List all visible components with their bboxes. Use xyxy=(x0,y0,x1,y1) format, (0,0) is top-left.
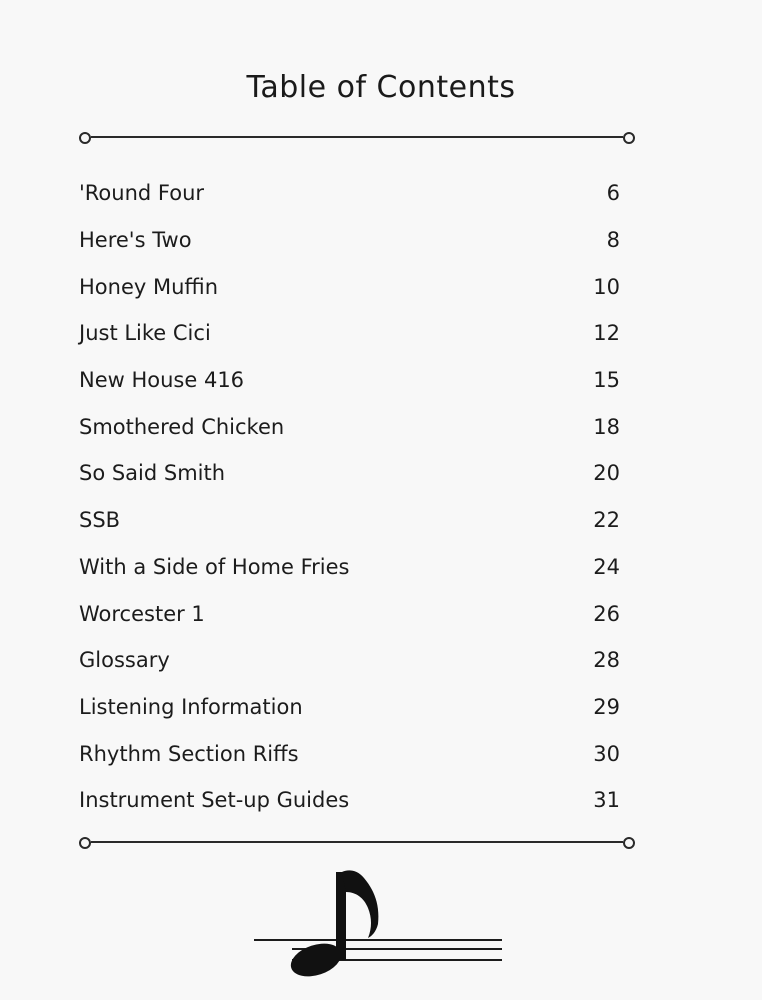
toc-entry-title: With a Side of Home Fries xyxy=(79,554,350,579)
toc-entry-page: 30 xyxy=(593,741,620,766)
toc-entry-page: 31 xyxy=(593,788,620,813)
toc-list xyxy=(79,170,624,824)
toc-entry-title: 'Round Four xyxy=(79,181,205,206)
top-divider xyxy=(91,136,623,138)
toc-entry xyxy=(79,544,624,591)
toc-entry-title: Smothered Chicken xyxy=(79,414,285,439)
toc-entry-page: 29 xyxy=(593,694,620,719)
toc-entry xyxy=(79,730,624,777)
page-title: Table of Contents xyxy=(246,70,516,105)
toc-entry xyxy=(79,263,624,310)
toc-entry xyxy=(79,684,624,731)
toc-entry xyxy=(79,357,624,404)
toc-entry-title: Honey Muffin xyxy=(79,274,219,299)
bottom-divider xyxy=(91,841,623,843)
toc-entry-title: Listening Information xyxy=(79,694,303,719)
toc-entry-title: So Said Smith xyxy=(79,461,226,486)
eighth-note-icon xyxy=(250,862,510,982)
toc-entry xyxy=(79,450,624,497)
toc-entry-title: Just Like Cici xyxy=(79,321,211,346)
toc-entry-title: Rhythm Section Riffs xyxy=(79,741,299,766)
toc-entry-page: 20 xyxy=(593,461,620,486)
divider-end-circle-right xyxy=(623,837,635,849)
toc-entry xyxy=(79,497,624,544)
toc-entry-page: 15 xyxy=(593,368,620,393)
toc-entry xyxy=(79,310,624,357)
toc-entry-page: 18 xyxy=(593,414,620,439)
toc-entry-page: 22 xyxy=(593,508,620,533)
toc-entry xyxy=(79,777,624,824)
toc-entry xyxy=(79,170,624,217)
toc-entry-page: 28 xyxy=(593,648,620,673)
toc-entry xyxy=(79,217,624,264)
toc-entry-title: Instrument Set-up Guides xyxy=(79,788,350,813)
toc-entry-page: 8 xyxy=(606,228,620,253)
toc-entry-title: SSB xyxy=(79,508,121,533)
toc-entry-title: Here's Two xyxy=(79,228,192,253)
toc-entry xyxy=(79,403,624,450)
toc-entry-page: 6 xyxy=(606,181,620,206)
toc-entry-page: 10 xyxy=(593,274,620,299)
toc-entry xyxy=(79,590,624,637)
toc-entry-page: 24 xyxy=(593,554,620,579)
toc-entry-title: Glossary xyxy=(79,648,170,673)
divider-end-circle-right xyxy=(623,132,635,144)
divider-end-circle-left xyxy=(79,132,91,144)
toc-entry-title: Worcester 1 xyxy=(79,601,205,626)
toc-entry-page: 26 xyxy=(593,601,620,626)
divider-end-circle-left xyxy=(79,837,91,849)
toc-entry-page: 12 xyxy=(593,321,620,346)
toc-entry xyxy=(79,637,624,684)
toc-entry-title: New House 416 xyxy=(79,368,245,393)
